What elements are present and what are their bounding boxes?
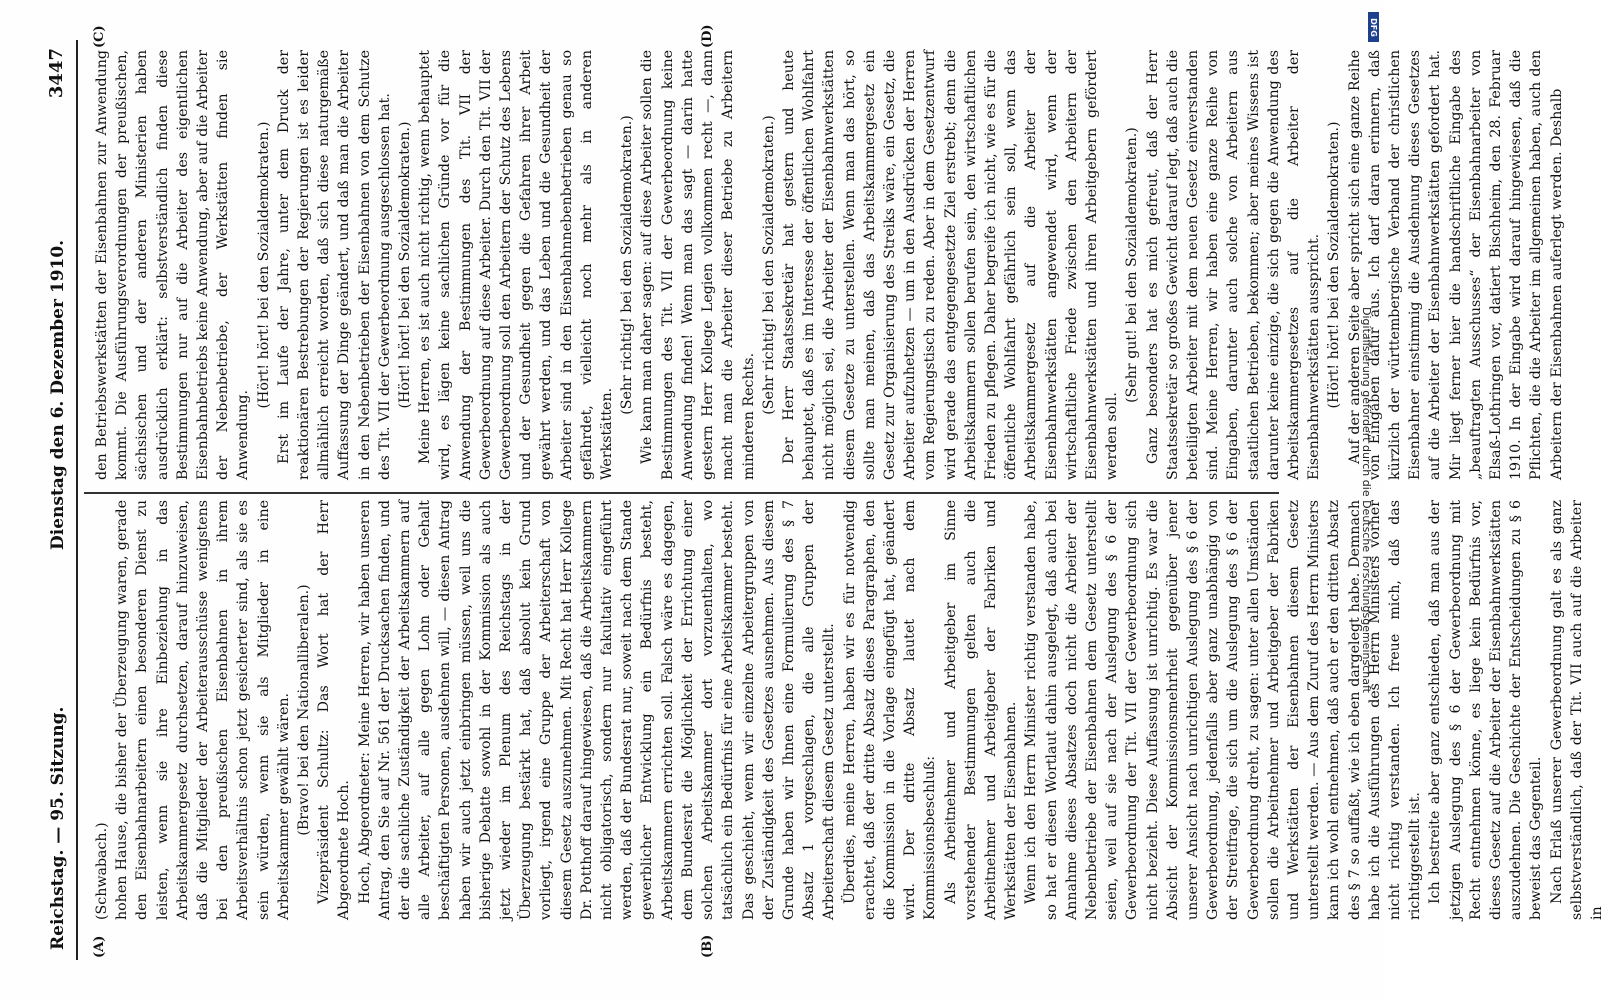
interjection: (Sehr gut! bei den Sozialdemokraten.) — [1124, 127, 1141, 403]
header-session: Reichstag. — 95. Sitzung. — [48, 706, 68, 950]
paragraph: hohen Hause, die bisher der Überzeugung waren, gerade den Eisenbahnarbeitern einen besonderen Dienst zu leisten, wenn sie ihre Einbeziehung in das Arbeitskammergesetz durchsetzen, darauf hinzuweisen, daß die Mitglieder der Arbeiterausschüsse wenigstens bei den preußischen Eisenbahnen in ihrem Arbeitsverhältnis schon jetzt gesicherter sind, als sie es sein würden, wenn sie als Mitglieder in eine Arbeitskammer gewählt wären. — [114, 500, 292, 920]
funding-credit-text: Digitalisierung gefördert durch die Deutsche Forschungsgemeinschaft — [1360, 307, 1373, 693]
paragraph: den Betriebswerkstätten der Eisenbahnen zur Anwendung kommt. Die Ausführungsverordnungen der preußischen, sächsischen und der anderen Ministerien haben ausdrücklich erklärt: selbstverständlich finden diese Bestimmungen nur auf die Arbeiter des eigentlichen Eisenbahnbetriebs keine Anwendung, aber auf die Arbeiter der Nebenbetriebe, der Werkstätten finden sie Anwendung. — [94, 50, 252, 480]
dfg-logo-text: DFG — [1369, 17, 1379, 37]
paragraph: Wie kann man daher sagen: auf diese Arbeiter sollen die Bestimmungen des Tit. VII der Gewerbeordnung keine Anwendung finden! Wenn man das sagt — darin hatte gestern Herr Kollege Legien vollkommen recht —, dann macht man die Arbeiter dieser Betriebe zu Arbeitern minderen Rechts. — [639, 50, 757, 480]
interjection: (Bravo! bei den Nationalliberalen.) — [296, 584, 313, 836]
paragraph: Überdies, meine Herren, haben wir es für notwendig erachtet, daß der dritte Absatz dieses Paragraphen, den die Kommission in die Vorlage eingefügt hat, geändert wird. Der dritte Absatz lautet nach dem Kommissionsbeschluß: — [841, 500, 939, 920]
paragraph: Hoch, Abgeordneter: Meine Herren, wir haben unseren Antrag, den Sie auf Nr. 561 der Drucksachen finden, und der die sachliche Zuständigkeit der Arbeitskammern auf alle Arbeiter, auf alle gegen Lohn oder Gehalt beschäftigten Personen, ausdehnen will, — diesen Antrag haben wir auch jetzt einbringen müssen, weil uns die bisherige Debatte sowohl in der Kommission als auch jetzt wieder im Plenum des Reichstags in der Überzeugung bestärkt hat, daß absolut kein Grund vorliegt, irgend eine Gruppe der Arbeiterschaft von diesem Gesetz auszunehmen. Mit Recht hat Herr Kollege Dr. Potthoff darauf hingewiesen, daß die Arbeitskammern nicht obligatorisch, sondern nur fakultativ eingeführt werden, daß der Bundesrat nur, soweit nach dem Stande gewerblicher Entwicklung ein Bedürfnis besteht, Arbeitskammern errichten soll. Falsch wäre es dagegen, dem Bundesrat die Möglichkeit der Errichtung einer solchen Arbeitskammer dort vorzuenthalten, wo tatsächlich ein Bedürfnis für eine Arbeitskammer besteht. Das geschieht, wenn wir einzelne Arbeitergruppen von der Zuständigkeit des Gesetzes ausnehmen. Aus diesem Grunde haben wir Ihnen eine Formulierung des § 7 Absatz 1 vorgeschlagen, die alle Gruppen der Arbeiterschaft diesem Gesetz unterstellt. — [356, 500, 838, 920]
margin-marker-d: (D) — [700, 24, 715, 48]
paragraph: Ich bestreite aber ganz entschieden, daß man aus der jetzigen Auslegung des § 6 der Gewerbeordnung mit Recht entnehmen könne, es liege kein Bedürfnis vor, dieses Gesetz auf die Arbeiter der Eisenbahnwerkstätten auszudehnen. Die Geschichte der Entscheidungen zu § 6 beweist das Gegenteil. — [1427, 500, 1545, 920]
interjection: (Hört! hört! bei den Sozialdemokraten.) — [1326, 121, 1343, 409]
speaker-tag: (Schwabach.) — [94, 822, 110, 920]
paragraph: Erst im Laufe der Jahre, unter dem Druck der reaktionären Bestrebungen der Regierungen ist es leider allmählich erreicht worden, daß sich diese naturgemäße Auffassung der Dinge geändert, und daß man die Arbeiter in den Nebenbetrieben der Eisenbahnen von dem Schutze des Tit. VII der Gewerbeordnung ausgeschlossen hat. — [275, 50, 393, 480]
paragraph: Meine Herren, es ist auch nicht richtig, wenn behauptet wird, es lägen keine sachlichen Gründe vor für die Anwendung der Bestimmungen des Tit. VII der Gewerbeordnung auf diese Arbeiter. Durch den Tit. VII der Gewerbeordnung soll den Arbeitern der Schutz des Lebens und der Gesundheit gegen die Gefahren ihrer Arbeit gewährt werden, und das Leben und die Gesundheit der Arbeiter sind in den Eisenbahnnebenbetrieben genau so gefährdet, vielleicht noch mehr als in anderen Werkstätten. — [417, 50, 616, 480]
page-number: 3447 — [46, 48, 67, 99]
header-date: Dienstag den 6. Dezember 1910. — [48, 239, 68, 550]
column-right — [92, 50, 1567, 480]
quoted-paragraph: Als Arbeitnehmer und Arbeitgeber im Sinne vorstehender Bestimmungen gelten auch die Arbeitnehmer und Arbeitgeber der Fabriken und Werkstätten der Eisenbahnen. — [942, 500, 1020, 920]
paragraph: Auf der anderen Seite aber spricht sich eine ganze Reihe von Eingaben dafür aus. Ich darf daran erinnern, daß kürzlich der württembergische Verband der christlichen Eisenbahner einstimmig die Ausdehnung dieses Gesetzes auf die Arbeiter der Eisenbahnwerkstätten gefordert hat. Mir liegt ferner hier die handschriftliche Eingabe des „beauftragten Ausschusses“ der Eisenbahnarbeiter von Elsaß-Lothringen vor, datiert Bischheim, den 28. Februar 1910. In der Eingabe wird darauf hingewiesen, daß die Pflichten, die die Arbeiter im allgemeinen haben, auch den Arbeitern der Eisenbahnen auferlegt werden. Deshalb — [1346, 50, 1565, 480]
paragraph: Ganz besonders hat es mich gefreut, daß der Herr Staatssekretär so großes Gewicht darauf legt, daß auch die beteiligten Arbeiter mit dem neuen Gesetz einverstanden sind. Meine Herren, wir haben eine ganze Reihe von Eingaben, darunter auch solche von Arbeitern aus staatlichen Betrieben, bekommen; aber meines Wissens ist darunter keine einzige, die sich gegen die Anwendung des Arbeitskammergesetzes auf die Arbeiter der Eisenbahnwerkstätten ausspricht. — [1144, 50, 1323, 480]
margin-marker-b: (B) — [700, 934, 715, 958]
funding-credit — [1347, 30, 1377, 970]
interjection: (Sehr richtig! bei den Sozialdemokraten.) — [619, 115, 636, 415]
interjection: (Hört! hört! bei den Sozialdemokraten.) — [255, 121, 272, 409]
paragraph: Vizepräsident Schultz: Das Wort hat der Herr Abgeordnete Hoch. — [316, 500, 353, 920]
interjection: (Sehr richtig! bei den Sozialdemokraten.) — [760, 115, 777, 415]
margin-marker-a: (A) — [92, 935, 107, 958]
margin-marker-c: (C) — [92, 25, 107, 48]
paragraph: Der Herr Staatssekretär hat gestern und heute behauptet, daß es im Interesse der öffentlichen Wohlfahrt nicht möglich sei, die Arbeiter der Eisenbahnwerkstätten diesem Gesetze zu unterstellen. Wenn man das hört, so sollte man meinen, daß das Arbeitskammergesetz ein Gesetz zur Organisierung des Streiks wäre, ein Gesetz, die Arbeiter aufzuhetzen — um in den Ausdrücken der Herren vom Regierungstisch zu reden. Aber in dem Gesetzentwurf wird gerade das entgegengesetzte Ziel erstrebt; denn die Arbeitskammern sollen berufen sein, den wirtschaftlichen Frieden zu pflegen. Daher begreife ich nicht, wie es für die öffentliche Wohlfahrt gefährlich sein soll, wenn das Arbeitskammergesetz auf die Arbeiter der Eisenbahnwerkstätten angewendet wird, wenn der wirtschaftliche Friede zwischen den Arbeitern der Eisenbahnwerkstätten und ihren Arbeitgebern gefördert werden soll. — [780, 50, 1121, 480]
dfg-logo — [1368, 12, 1379, 42]
column-divider — [84, 492, 1279, 494]
paragraph: Nach Erlaß unserer Gewerbeordnung galt es als ganz selbstverständlich, daß der Tit. VII auch auf die Arbeiter in — [1548, 500, 1606, 920]
running-header — [40, 40, 78, 960]
paragraph: Wenn ich den Herrn Minister richtig verstanden habe, so hat er diesen Wortlaut dahin ausgelegt, daß auch bei Annahme dieses Absatzes doch nicht die Arbeiter der Nebenbetriebe der Eisenbahnen dem Gesetz unterstellt seien, weil auf sie nach der Auslegung des § 6 der Gewerbeordnung der Tit. VII der Gewerbeordnung sich nicht bezieht. Diese Auffassung ist unrichtig. Es war die Absicht der Kommissionsmehrheit gegenüber jener unserer Ansicht nach unrichtigen Auslegung des § 6 der Gewerbeordnung, jedenfalls aber ganz unabhängig von der Streitfrage, die sich um die Auslegung des § 6 der Gewerbeordnung dreht, zu sagen: unter allen Umständen sollen die Arbeitnehmer und Arbeitgeber der Fabriken und Werkstätten der Eisenbahnen diesem Gesetz unterstellt werden. — Aus dem Zuruf des Herrn Ministers kann ich wohl entnehmen, daß auch er den dritten Absatz des § 7 so auffaßt, wie ich eben dargelegt habe. Demnach habe ich die Ausführungen des Herrn Ministers vorher nicht richtig verstanden. Ich freue mich, daß das richtiggestellt ist. — [1023, 500, 1424, 920]
column-left — [92, 500, 1607, 920]
interjection: (Hört! hört! bei den Sozialdemokraten.) — [397, 121, 414, 409]
